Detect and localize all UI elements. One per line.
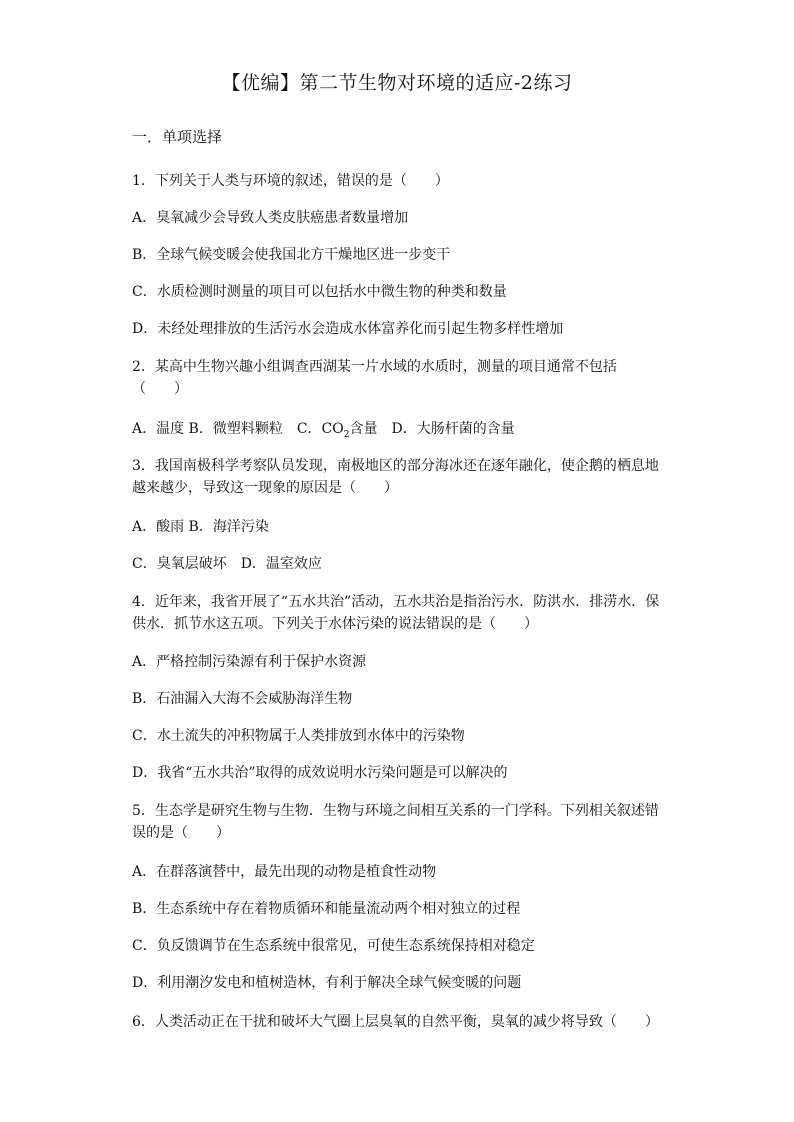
page-title: 【优编】第二节生物对环境的适应-2练习 xyxy=(221,72,573,94)
q1-option-c: C．水质检测时测量的项目可以包括水中微生物的种类和数量 xyxy=(132,284,507,300)
question-3: 3．我国南极科学考察队员发现，南极地区的部分海冰还在逐年融化，使企鹅的栖息地越来越少，导致这一现象的原因是（ ） xyxy=(132,458,659,496)
section-heading: 一．单项选择 xyxy=(132,128,223,146)
question-5: 5．生态学是研究生物与生物．生物与环境之间相互关系的一门学科。下列相关叙述错误的是（ ） xyxy=(132,803,659,841)
q5-option-d: D．利用潮汐发电和植树造林，有利于解决全球气候变暖的问题 xyxy=(132,975,522,991)
q4-option-c: C．水土流失的冲积物属于人类排放到水体中的污染物 xyxy=(132,728,465,744)
q1-option-d: D．未经处理排放的生活污水会造成水体富养化而引起生物多样性增加 xyxy=(132,321,564,337)
question-4: 4．近年来，我省开展了“五水共治”活动，五水共治是指治污水．防洪水．排涝水．保供水．抓节水这五项。下列关于水体污染的说法错误的是（ ） xyxy=(132,594,660,632)
question-2: 2．某高中生物兴趣小组调查西湖某一片水域的水质时，测量的项目通常不包括（ ） xyxy=(132,359,617,397)
q2-options-pre: A．温度 B．微塑料颗粒 C．CO xyxy=(132,421,344,437)
q1-option-b: B．全球气候变暖会使我国北方干燥地区进一步变干 xyxy=(132,247,451,263)
q5-option-b: B．生态系统中存在着物质循环和能量流动两个相对独立的过程 xyxy=(132,901,521,917)
q4-option-d: D．我省“五水共治”取得的成效说明水污染问题是可以解决的 xyxy=(132,765,508,781)
q3-options-ab: A．酸雨 B．海洋污染 xyxy=(132,519,269,535)
q2-options-post: 含量 D．大肠杆菌的含量 xyxy=(349,421,515,437)
q4-option-a: A．严格控制污染源有利于保护水资源 xyxy=(132,654,367,670)
q2-options-subscript: 2 xyxy=(343,429,350,440)
question-1: 1．下列关于人类与环境的叙述，错误的是（ ） xyxy=(132,173,449,189)
q2-options xyxy=(132,418,662,446)
q5-option-c: C．负反馈调节在生态系统中很常见，可使生态系统保持相对稳定 xyxy=(132,938,535,954)
q3-options-cd: C．臭氧层破坏 D．温室效应 xyxy=(132,556,322,572)
question-6: 6．人类活动正在干扰和破坏大气圈上层臭氧的自然平衡，臭氧的减少将导致（ ） xyxy=(132,1014,659,1030)
q1-option-a: A．臭氧减少会导致人类皮肤癌患者数量增加 xyxy=(132,210,409,226)
q4-option-b: B．石油漏入大海不会威胁海洋生物 xyxy=(132,691,353,707)
q5-option-a: A．在群落演替中，最先出现的动物是植食性动物 xyxy=(132,864,437,880)
